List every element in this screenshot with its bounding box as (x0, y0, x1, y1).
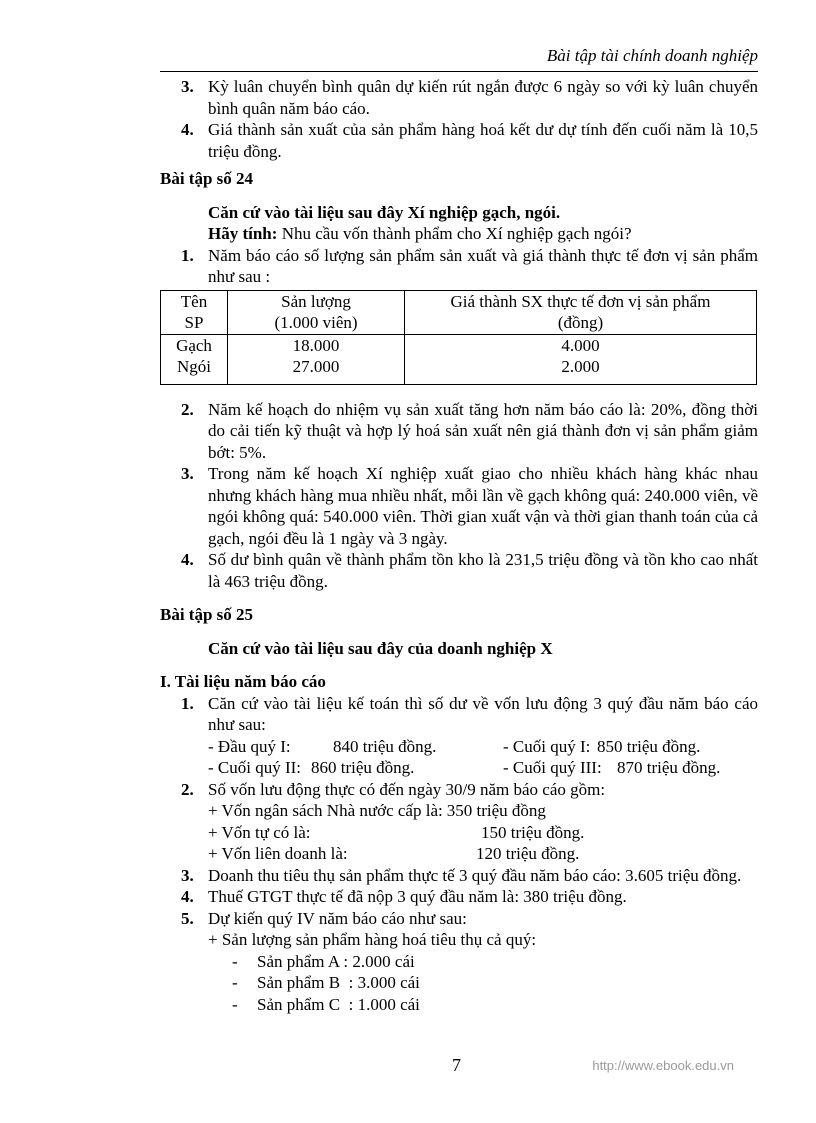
quarter-row: - Cuối quý II: 860 triệu đồng. - Cuối quý III: 870 triệu đồng. (208, 758, 721, 777)
list-item (160, 399, 758, 464)
exercise-24-title: Bài tập số 24 (160, 169, 254, 188)
exercise-24-intro: Căn cứ vào tài liệu sau đây Xí nghiệp gạch, ngói. (208, 202, 561, 222)
header-cell: Sản lượng (1.000 viên) (228, 290, 405, 334)
page-content (160, 76, 758, 1015)
item-number: 4. (181, 550, 194, 569)
list-item (160, 865, 758, 887)
exercise-25-intro: Căn cứ vào tài liệu sau đây của doanh nghiệp X (208, 638, 553, 658)
item-number: 5. (181, 908, 194, 928)
item-number: 3. (181, 865, 194, 885)
table-cell: 18.000 27.000 (228, 334, 405, 384)
capital-row: + Vốn tự có là: 150 triệu đồng. (208, 822, 585, 842)
list-item (160, 693, 758, 736)
list-item (160, 908, 758, 930)
item-number: 2. (181, 779, 194, 799)
section-heading: I. Tài liệu năm báo cáo (160, 672, 326, 691)
header-cell: Tên SP (161, 290, 228, 334)
list-item (160, 549, 758, 592)
page-number: 7 (452, 1055, 461, 1075)
item-text: Năm kế hoạch do nhiệm vụ sản xuất tăng hơn năm báo cáo là: 20%, đồng thời do cải tiến kỹ thuật và hợp lý hoá sản xuất nên giá thành đơn vị sản phẩm giảm bớt: 5%. (208, 399, 758, 462)
exercise-24-task (160, 223, 758, 245)
task-label: Hãy tính: (208, 224, 278, 243)
footer-url: http://www.ebook.edu.vn (592, 1058, 734, 1073)
item-text: Trong năm kế hoạch Xí nghiệp xuất giao cho nhiều khách hàng khác nhau nhưng khách hàng mua nhiều nhất, mỗi lần về gạch không quá: 240.000 viên, về ngói không quá: 540.000 viên. Thời gian xuất vận và thời gian thanh toán của cả gạch, ngói đều là 1 ngày và 3 ngày. (208, 464, 758, 548)
item-number: 3. (181, 77, 194, 96)
list-item (160, 463, 758, 549)
task-text: Nhu cầu vốn thành phẩm cho Xí nghiệp gạch ngói? (277, 224, 632, 243)
list-item (160, 119, 758, 162)
item-number: 3. (181, 464, 194, 483)
table-cell: 4.000 2.000 (405, 334, 757, 384)
product-line: - Sản phẩm B : 3.000 cái (232, 973, 420, 992)
item-number: 4. (181, 120, 194, 139)
item-text: Dự kiến quý IV năm báo cáo như sau: (208, 908, 467, 928)
running-header: Bài tập tài chính doanh nghiệp (546, 46, 758, 65)
item-text: Doanh thu tiêu thụ sản phẩm thực tế 3 quý đầu năm báo cáo: 3.605 triệu đồng. (208, 865, 742, 885)
item-text: Giá thành sản xuất của sản phẩm hàng hoá kết dư dự tính đến cuối năm là 10,5 triệu đồng. (208, 120, 758, 161)
table-cell: Gạch Ngói (161, 334, 228, 384)
product-line: - Sản phẩm C : 1.000 cái (232, 994, 420, 1014)
list-item (160, 245, 758, 288)
product-table (160, 290, 757, 385)
item-text: Căn cứ vào tài liệu kế toán thì số dư về vốn lưu động 3 quý đầu năm báo cáo như sau: (208, 693, 758, 734)
item-text: Số vốn lưu động thực có đến ngày 30/9 năm báo cáo gồm: (208, 779, 606, 799)
header-rule (160, 71, 758, 72)
capital-row: + Vốn ngân sách Nhà nước cấp là: 350 triệu đồng (208, 801, 546, 820)
list-item (160, 76, 758, 119)
item-text: Kỳ luân chuyển bình quân dự kiến rút ngắn được 6 ngày so với kỳ luân chuyển bình quân năm báo cáo. (208, 77, 758, 118)
capital-row: + Vốn liên doanh là: 120 triệu đồng. (208, 844, 580, 863)
item-number: 4. (181, 887, 194, 906)
item-number: 2. (181, 399, 194, 419)
sub-item: + Sản lượng sản phẩm hàng hoá tiêu thụ cả quý: (208, 930, 537, 949)
item-text: Số dư bình quân về thành phẩm tồn kho là 231,5 triệu đồng và tồn kho cao nhất là 463 triệu đồng. (208, 550, 758, 591)
item-text: Thuế GTGT thực tế đã nộp 3 quý đầu năm là: 380 triệu đồng. (208, 887, 627, 906)
header-cell: Giá thành SX thực tế đơn vị sản phẩm (đồng) (405, 290, 757, 334)
table-row (161, 334, 757, 384)
list-item (160, 886, 758, 908)
item-text: Năm báo cáo số lượng sản phẩm sản xuất và giá thành thực tế đơn vị sản phẩm như sau : (208, 245, 758, 286)
product-line: - Sản phẩm A : 2.000 cái (232, 951, 415, 971)
quarter-row: - Đầu quý I: 840 triệu đồng. - Cuối quý I: 850 triệu đồng. (208, 736, 701, 756)
list-item (160, 779, 758, 801)
item-number: 1. (181, 693, 194, 713)
table-header-row (161, 290, 757, 334)
exercise-25-title: Bài tập số 25 (160, 605, 254, 624)
item-number: 1. (181, 245, 194, 265)
